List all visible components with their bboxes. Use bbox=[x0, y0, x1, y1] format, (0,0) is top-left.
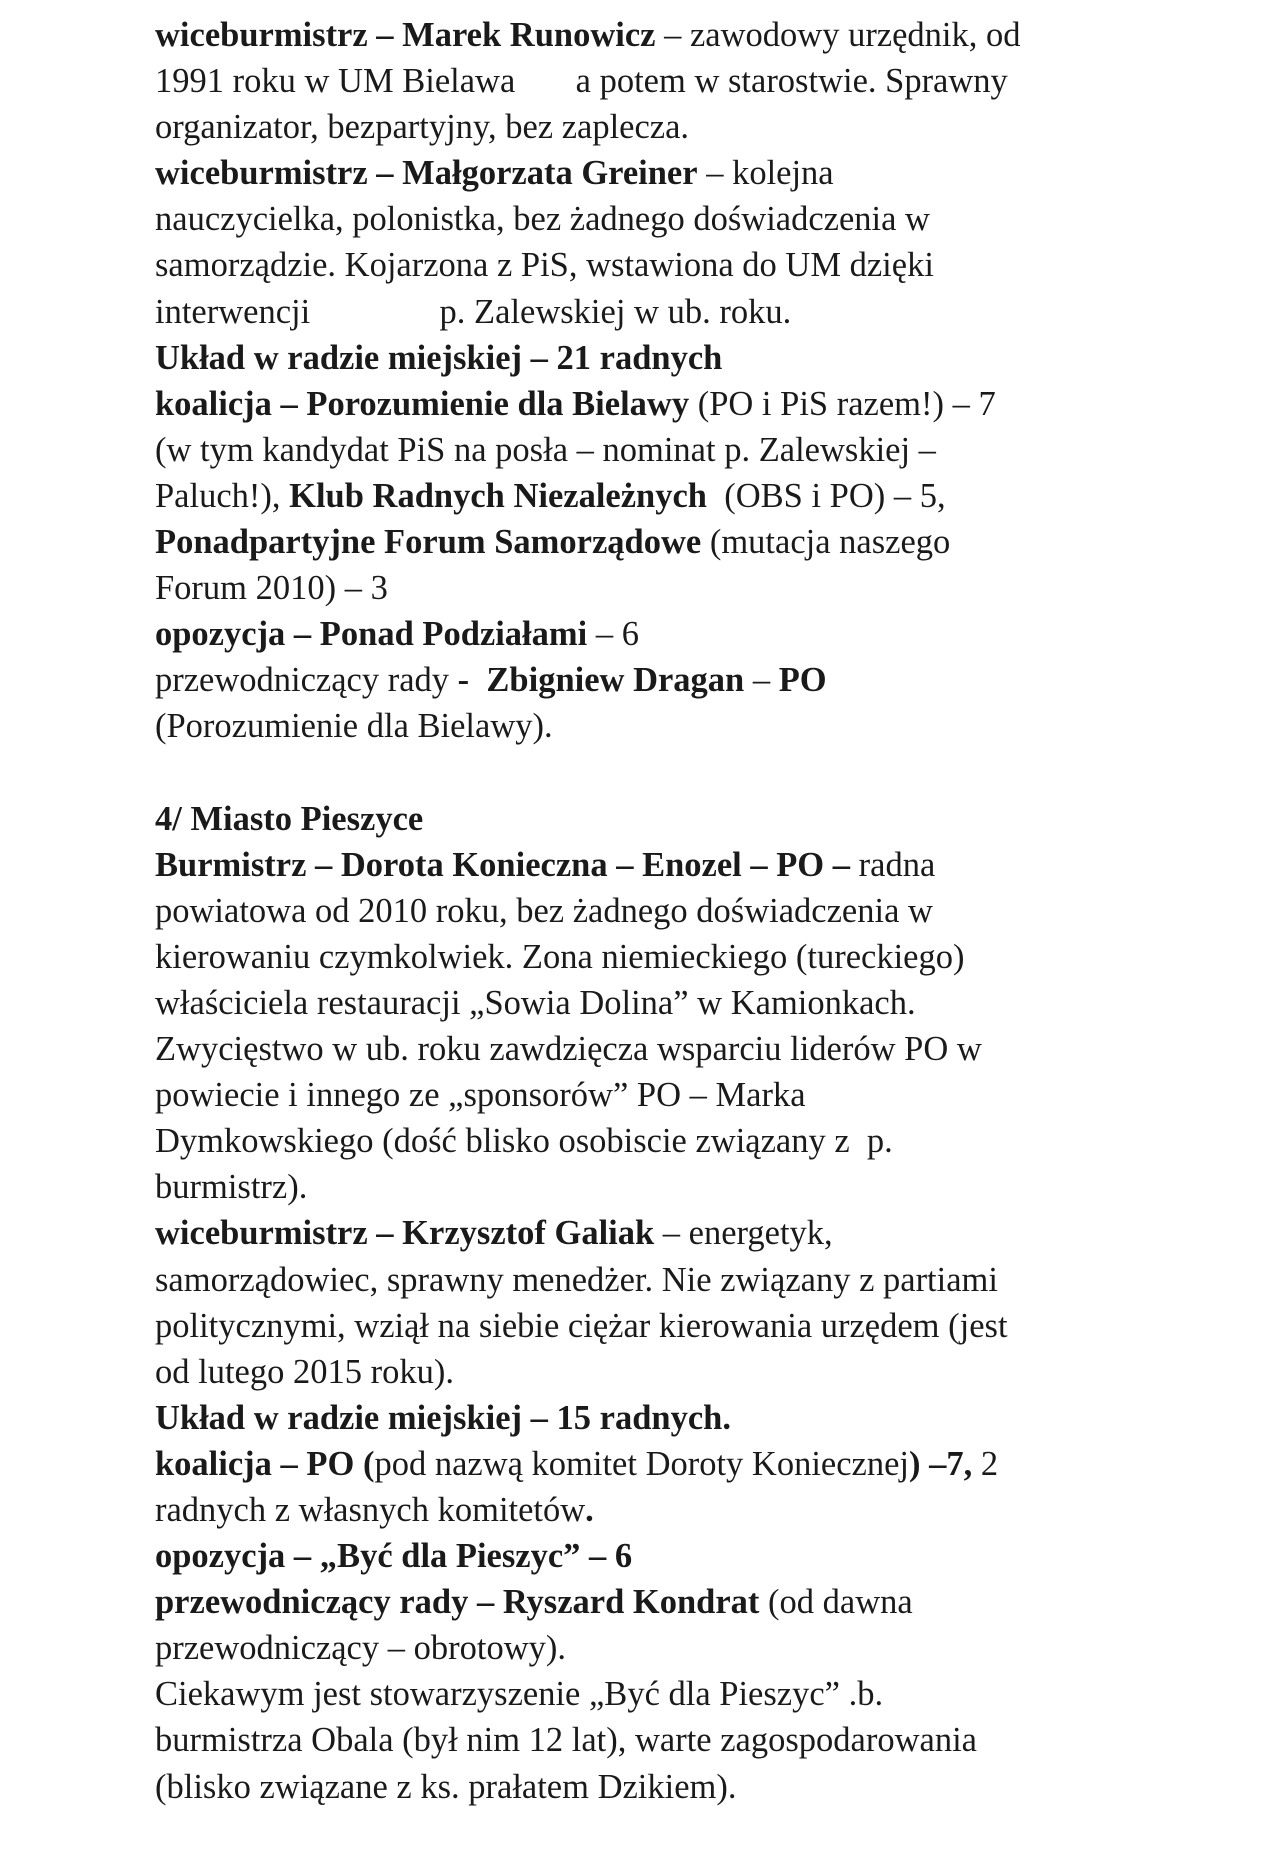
bold-run: wiceburmistrz – Krzysztof Galiak bbox=[155, 1214, 655, 1253]
text-run: przewodniczący – obrotowy). bbox=[155, 1629, 566, 1668]
text-line bbox=[155, 611, 1165, 657]
text-line bbox=[155, 1164, 1165, 1210]
bold-run: Burmistrz – Dorota Konieczna – Enozel – PO – bbox=[155, 845, 851, 884]
text-line bbox=[155, 150, 1165, 196]
text-run: radna bbox=[850, 845, 936, 884]
text-line bbox=[155, 1764, 1165, 1810]
bold-run: ) –7, bbox=[909, 1444, 973, 1483]
text-run: 2 bbox=[972, 1444, 999, 1483]
bold-run: . bbox=[585, 1491, 594, 1529]
text-line bbox=[155, 473, 1165, 519]
text-line bbox=[155, 242, 1165, 288]
bold-run: Klub Radnych Niezależnych bbox=[289, 476, 707, 515]
text-run: (mutacja naszego bbox=[701, 523, 951, 562]
text-run: samorządzie. Kojarzona z PiS, wstawiona do UM dzięki bbox=[155, 246, 934, 285]
text-line bbox=[155, 427, 1165, 473]
text-line bbox=[155, 289, 1165, 335]
bold-run: opozycja – Ponad Podziałami bbox=[155, 615, 588, 654]
text-line bbox=[155, 565, 1165, 611]
text-run: burmistrza Obala (był nim 12 lat), warte zagospodarowania bbox=[155, 1721, 977, 1760]
bold-run: Ponadpartyjne Forum Samorządowe bbox=[155, 523, 702, 562]
text-line bbox=[155, 335, 1165, 381]
bold-run: - Zbigniew Dragan bbox=[457, 661, 745, 700]
text-line bbox=[155, 703, 1165, 749]
text-run: przewodniczący rady bbox=[155, 661, 458, 700]
text-run: (blisko związane z ks. prałatem Dzikiem). bbox=[155, 1767, 737, 1806]
text-line bbox=[155, 934, 1165, 980]
text-run: (Porozumienie dla Bielawy). bbox=[155, 707, 553, 746]
text-line bbox=[155, 1533, 1165, 1579]
text-line bbox=[155, 196, 1165, 242]
text-line bbox=[155, 519, 1165, 565]
text-line bbox=[155, 1210, 1165, 1256]
text-line bbox=[155, 1487, 1165, 1533]
text-line bbox=[155, 1026, 1165, 1072]
text-line bbox=[155, 1625, 1165, 1671]
text-run: pod nazwą komitet Doroty Koniecznej bbox=[374, 1444, 910, 1483]
text-line bbox=[155, 842, 1165, 888]
text-line bbox=[155, 104, 1165, 150]
text-line bbox=[155, 796, 1165, 842]
text-line bbox=[155, 1349, 1165, 1395]
text-line bbox=[155, 1303, 1165, 1349]
text-run: nauczycielka, polonistka, bez żadnego doświadczenia w bbox=[155, 200, 930, 239]
text-run: Zwycięstwo w ub. roku zawdzięcza wsparciu liderów PO w bbox=[155, 1030, 982, 1069]
text-line bbox=[155, 657, 1165, 703]
bold-run: wiceburmistrz – Marek Runowicz bbox=[155, 16, 656, 54]
text-line bbox=[155, 980, 1165, 1026]
bold-run: opozycja – „Być dla Pieszyc” – 6 bbox=[155, 1537, 633, 1576]
bold-run: przewodniczący rady – Ryszard Kondrat bbox=[155, 1583, 760, 1622]
text-line bbox=[155, 1395, 1165, 1441]
text-run: samorządowiec, sprawny menedżer. Nie związany z partiami bbox=[155, 1260, 998, 1299]
document-text bbox=[155, 12, 1165, 1810]
bold-run: Układ w radzie miejskiej – 15 radnych. bbox=[155, 1398, 731, 1437]
blank-line bbox=[155, 750, 1165, 796]
text-line bbox=[155, 1671, 1165, 1717]
bold-run: wiceburmistrz – Małgorzata Greiner bbox=[155, 154, 698, 193]
text-run: – bbox=[744, 661, 779, 700]
text-run: Paluch!), bbox=[155, 476, 290, 515]
text-run: (w tym kandydat PiS na posła – nominat p. Zalewskiej – bbox=[155, 430, 936, 469]
text-run: kierowaniu czymkolwiek. Zona niemieckiego (tureckiego) bbox=[155, 937, 965, 976]
text-run: powiatowa od 2010 roku, bez żadnego doświadczenia w bbox=[155, 891, 933, 930]
text-run: – 6 bbox=[587, 615, 639, 654]
text-run: Dymkowskiego (dość blisko osobiscie związany z p. bbox=[155, 1122, 893, 1161]
text-run: interwencji p. Zalewskiej w ub. roku. bbox=[155, 292, 792, 331]
text-line bbox=[155, 1441, 1165, 1487]
text-line bbox=[155, 888, 1165, 934]
text-run: Ciekawym jest stowarzyszenie „Być dla Pieszyc” .b. bbox=[155, 1675, 884, 1714]
text-run: powiecie i innego ze „sponsorów” PO – Marka bbox=[155, 1076, 806, 1115]
text-run: 1991 roku w UM Bielawa a potem w starostwie. Sprawny bbox=[155, 62, 1008, 101]
bold-run: PO bbox=[778, 661, 827, 700]
text-line bbox=[155, 381, 1165, 427]
text-run: – kolejna bbox=[697, 154, 834, 193]
bold-run: koalicja – PO ( bbox=[155, 1444, 375, 1483]
text-line bbox=[155, 1579, 1165, 1625]
text-run: organizator, bezpartyjny, bez zaplecza. bbox=[155, 108, 690, 147]
text-run: burmistrz). bbox=[155, 1168, 308, 1207]
text-run: właściciela restauracji „Sowia Dolina” w Kamionkach. bbox=[155, 983, 916, 1022]
text-line bbox=[155, 12, 1165, 58]
text-run: – energetyk, bbox=[654, 1214, 833, 1253]
text-line bbox=[155, 1717, 1165, 1763]
text-line bbox=[155, 1072, 1165, 1118]
text-line bbox=[155, 58, 1165, 104]
text-run: (OBS i PO) – 5, bbox=[707, 476, 946, 515]
text-run: (PO i PiS razem!) – 7 bbox=[689, 384, 996, 423]
text-run: politycznymi, wziął na siebie ciężar kierowania urzędem (jest bbox=[155, 1306, 1008, 1345]
text-run: od lutego 2015 roku). bbox=[155, 1352, 454, 1391]
text-run: radnych z własnych komitetów bbox=[155, 1491, 586, 1529]
bold-run: Układ w radzie miejskiej – 21 radnych bbox=[155, 338, 723, 377]
text-run: (od dawna bbox=[759, 1583, 913, 1622]
bold-run: 4/ Miasto Pieszyce bbox=[155, 799, 424, 838]
bold-run: koalicja – Porozumienie dla Bielawy bbox=[155, 384, 690, 423]
text-run: – zawodowy urzędnik, od bbox=[655, 16, 1021, 54]
text-line bbox=[155, 1257, 1165, 1303]
text-line bbox=[155, 1118, 1165, 1164]
text-run: Forum 2010) – 3 bbox=[155, 569, 388, 608]
